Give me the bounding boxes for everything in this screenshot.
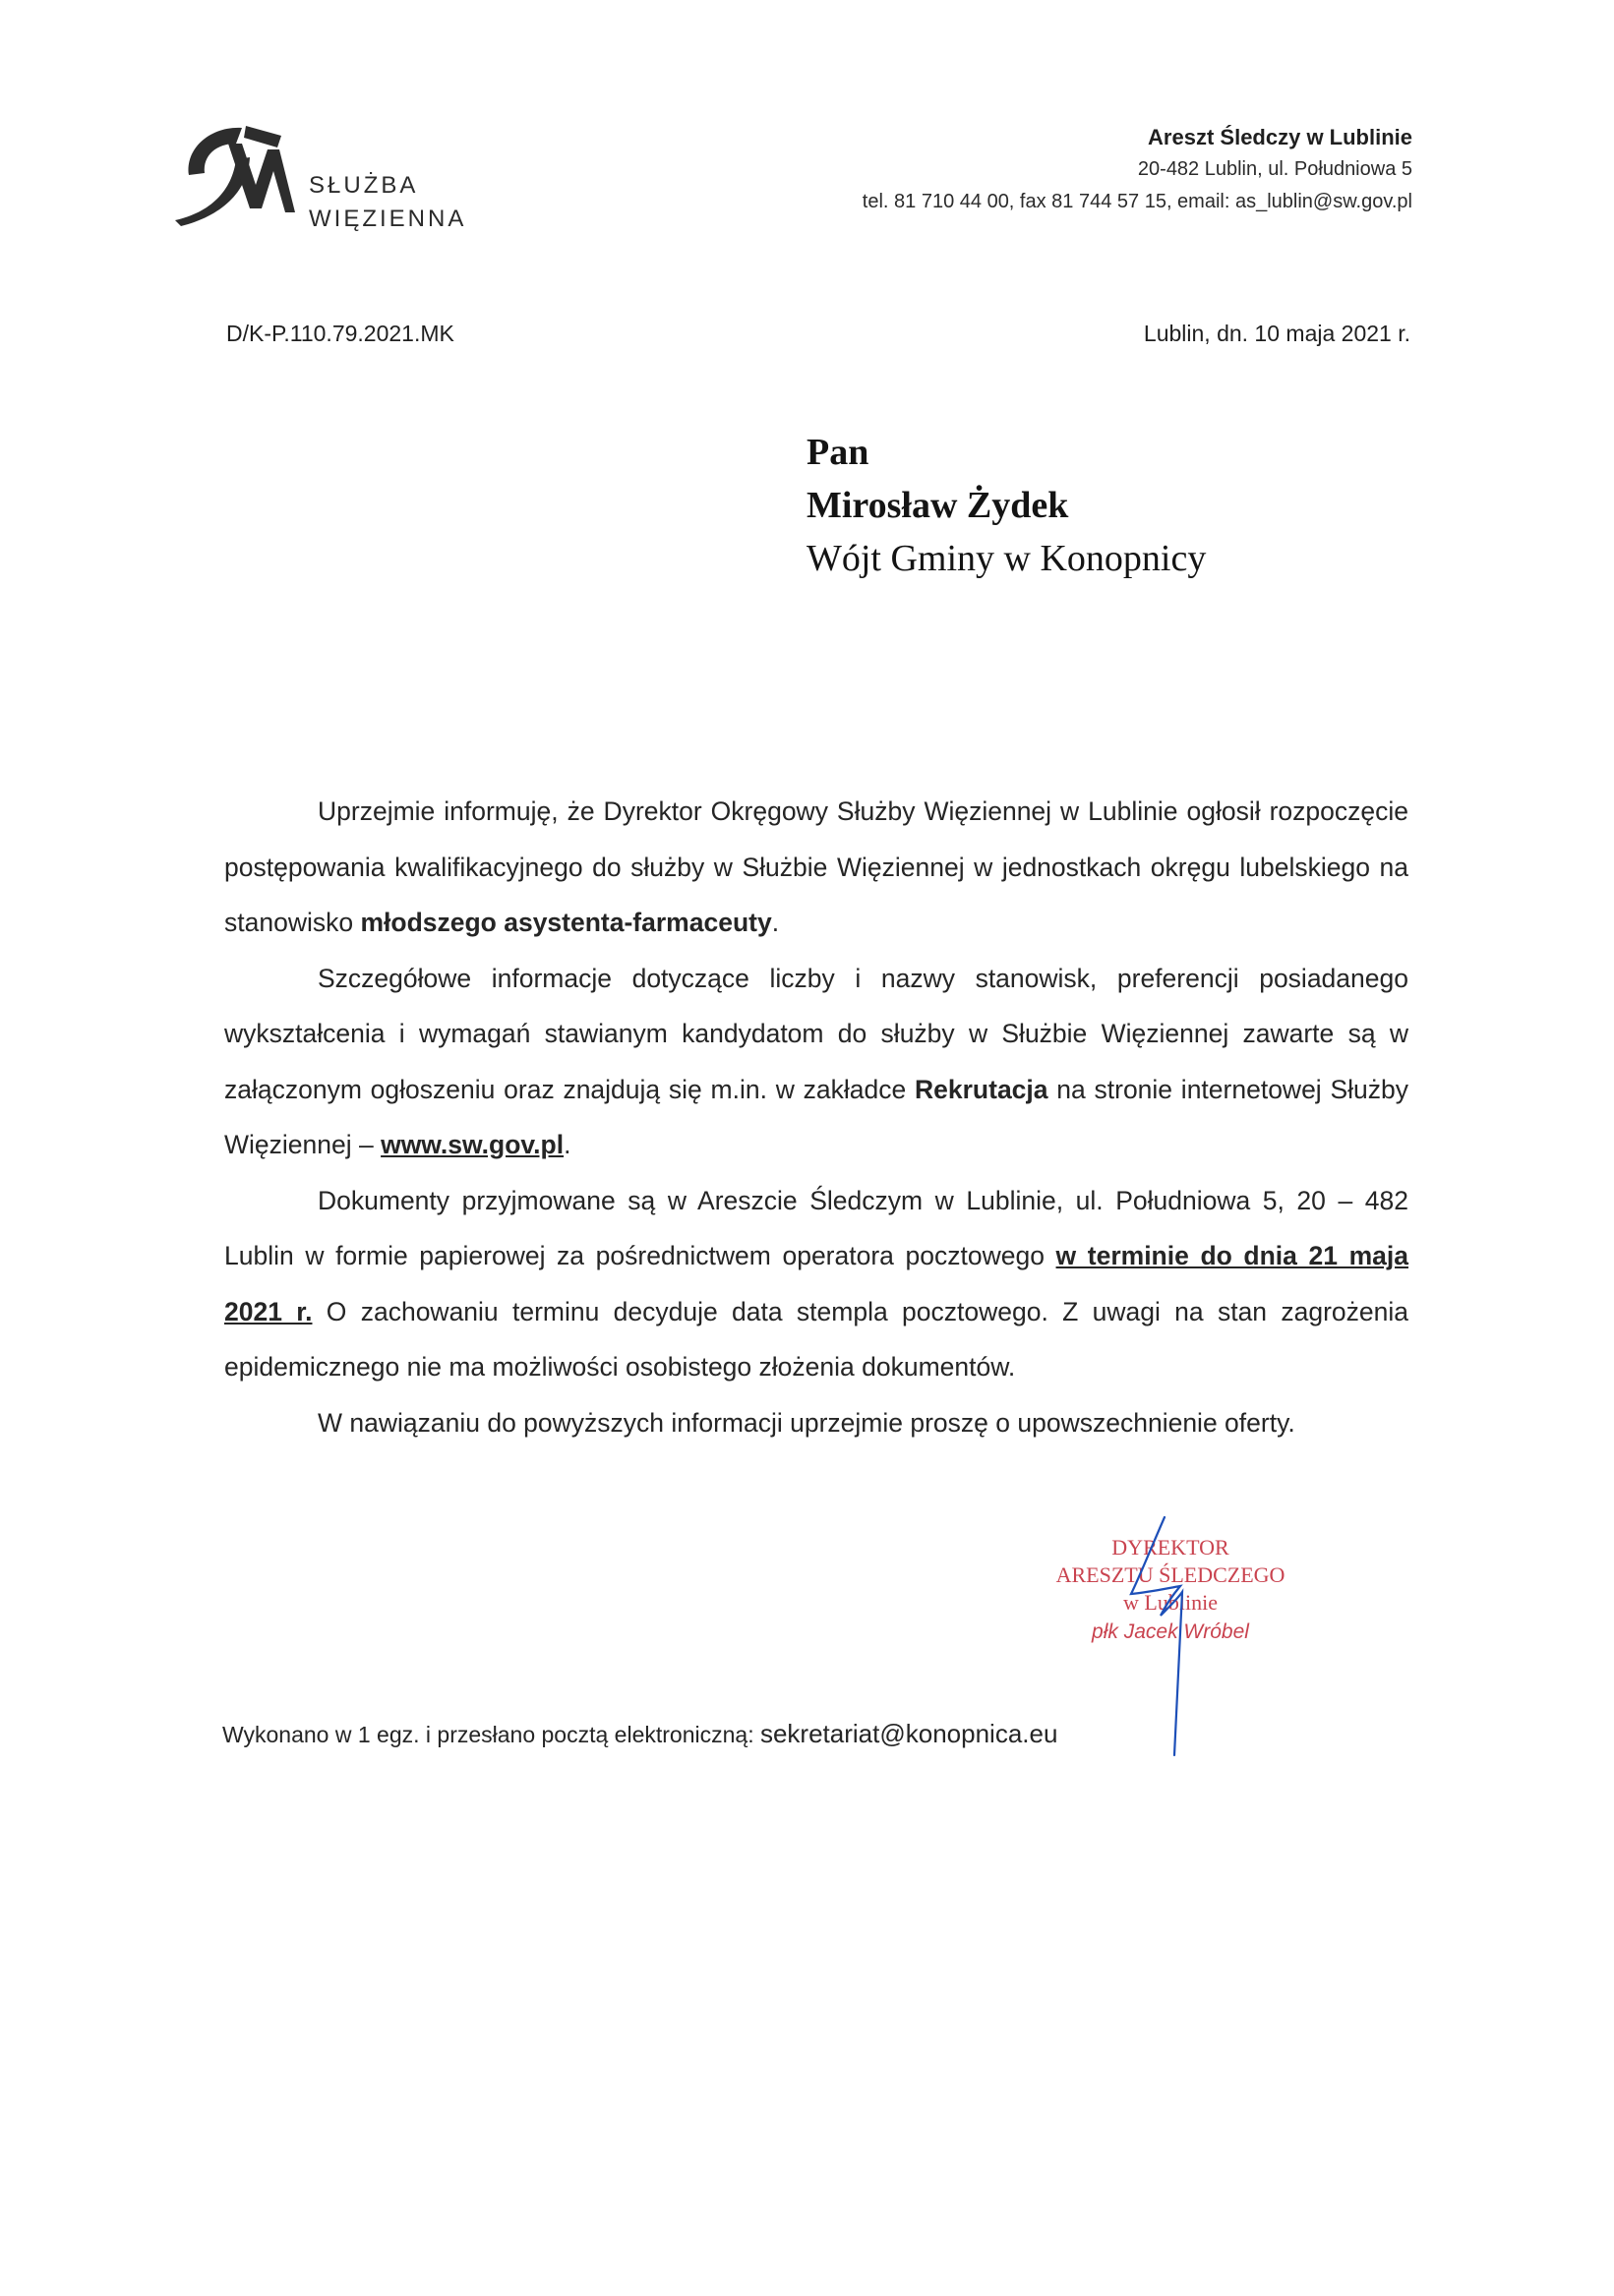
footer-note xyxy=(222,1719,1057,1749)
institution-logo xyxy=(171,114,535,232)
place-and-date: Lublin, dn. 10 maja 2021 r. xyxy=(1143,321,1410,346)
paragraph-3 xyxy=(224,1173,1408,1395)
paragraph-2-end: . xyxy=(564,1130,571,1159)
paragraph-1-text: Uprzejmie informuję, że Dyrektor Okręgowy Służby Więziennej w Lublinie ogłosił rozpoczęcie postępowania kwalifikacyjnego do służby w Służbie Więziennej w jednostkach okręgu lubelskiego na stanowisko xyxy=(224,796,1408,937)
addressee-block xyxy=(807,426,1206,585)
handwritten-signature-icon xyxy=(1121,1509,1210,1765)
position-name: młodszego asystenta-farmaceuty xyxy=(360,908,772,937)
paragraph-2-text: Szczegółowe informacje dotyczące liczby i nazwy stanowisk, preferencji posiadanego wykształcenia i wymagań stawianym kandydatom do służby w Służbie Więziennej zawarte są w załączonym ogłoszeniu oraz znajdują się m.in. w zakładce xyxy=(224,963,1408,1104)
paragraph-1 xyxy=(224,784,1408,951)
sender-address: 20-482 Lublin, ul. Południowa 5 xyxy=(1137,158,1412,180)
stamp-line1: DYREKTOR xyxy=(1111,1535,1229,1560)
logo-text-line2: WIĘZIENNA xyxy=(309,206,467,232)
addressee-title: Wójt Gminy w Konopnicy xyxy=(807,538,1207,579)
paragraph-2-text-b: na stronie internetowej Służby Więziennej – xyxy=(224,1074,1408,1159)
recruitment-tab-name: Rekrutacja xyxy=(915,1074,1048,1104)
logo-text-line1: SŁUŻBA xyxy=(309,172,419,199)
paragraph-4: W nawiązaniu do powyższych informacji uprzejmie proszę o upowszechnienie oferty. xyxy=(318,1407,1295,1438)
paragraph-3-text: Dokumenty przyjmowane są w Areszcie Śledczym w Lublinie, ul. Południowa 5, 20 – 482 Lublin w formie papierowej za pośrednictwem operatora pocztowego xyxy=(224,1185,1408,1270)
paragraph-1-end: . xyxy=(771,908,780,937)
sluzba-wiezienna-emblem-icon xyxy=(171,114,299,232)
paragraph-3-text-b: O zachowaniu terminu decyduje data stempla pocztowego. Z uwagi na stan zagrożenia epidemicznego nie ma możliwości osobistego złożenia dokumentów. xyxy=(224,1296,1408,1382)
stamp-line2: ARESZTU ŚLEDCZEGO xyxy=(1055,1562,1285,1587)
website-link[interactable]: www.sw.gov.pl xyxy=(381,1130,565,1159)
addressee-name: Mirosław Żydek xyxy=(807,485,1069,526)
footer-text: Wykonano w 1 egz. i przesłano pocztą elektroniczną: xyxy=(222,1722,760,1747)
paragraph-2 xyxy=(224,951,1408,1173)
reference-number: D/K-P.110.79.2021.MK xyxy=(226,321,454,346)
sender-name: Areszt Śledczy w Lublinie xyxy=(1148,125,1412,149)
stamp-signatory: płk Jacek Wróbel xyxy=(1092,1620,1249,1643)
letter-body xyxy=(224,784,1408,1450)
stamp-line3: w Lublinie xyxy=(1123,1590,1218,1615)
deadline: w terminie do dnia 21 maja 2021 r. xyxy=(224,1241,1408,1326)
sender-block xyxy=(863,121,1412,218)
sender-contact: tel. 81 710 44 00, fax 81 744 57 15, email: as_lublin@sw.gov.pl xyxy=(862,191,1412,212)
footer-email[interactable]: sekretariat@konopnica.eu xyxy=(759,1719,1058,1748)
addressee-salutation: Pan xyxy=(807,432,869,473)
